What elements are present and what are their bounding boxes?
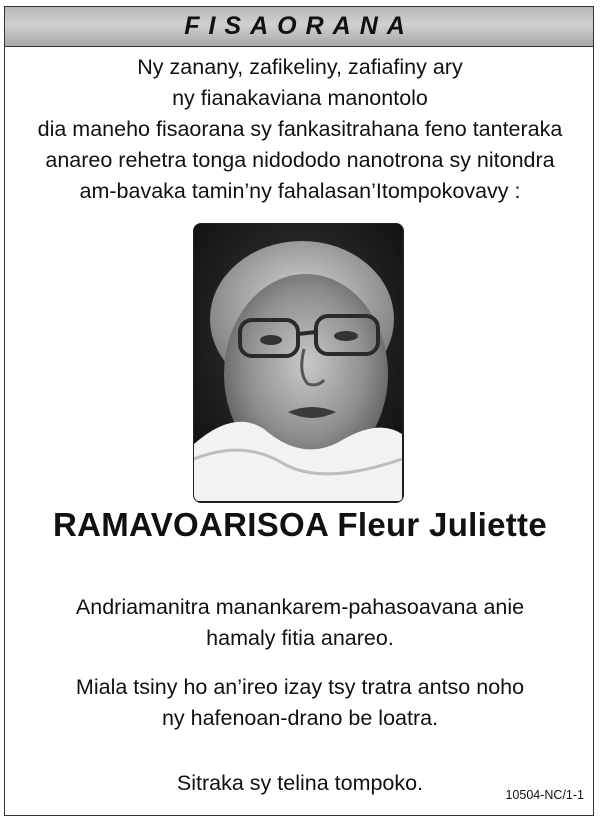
blessing-line: Andriamanitra manankarem-pahasoavana anie xyxy=(75,595,525,619)
intro-line: am-bavaka tamin’ny fahalasan’Itompokovavy : xyxy=(79,179,521,203)
portrait-image xyxy=(194,224,402,501)
intro-line: Ny zanany, zafikeliny, zafiafiny ary xyxy=(137,55,463,79)
closing-text: Sitraka sy telina tompoko. xyxy=(176,771,424,795)
apology-line: ny hafenoan-drano be loatra. xyxy=(161,706,439,730)
blessing-paragraph xyxy=(0,592,600,654)
blessing-line: hamaly fitia anareo. xyxy=(206,626,394,650)
deceased-name: RAMAVOARISOA Fleur Juliette xyxy=(53,506,547,543)
intro-line: dia maneho fisaorana sy fankasitrahana feno tanteraka xyxy=(37,117,563,141)
apology-paragraph xyxy=(0,672,600,734)
portrait-photo xyxy=(193,223,404,503)
apology-line: Miala tsiny ho an’ireo izay tsy tratra antso noho xyxy=(75,675,525,699)
intro-text xyxy=(0,52,600,207)
header-title: FISAORANA xyxy=(184,12,414,40)
intro-line: anareo rehetra tonga nidododo nanotrona sy nitondra xyxy=(45,148,555,172)
header-banner xyxy=(5,7,593,47)
intro-line: ny fianakaviana manontolo xyxy=(172,86,428,110)
reference-code: 10504-NC/1-1 xyxy=(505,788,584,802)
